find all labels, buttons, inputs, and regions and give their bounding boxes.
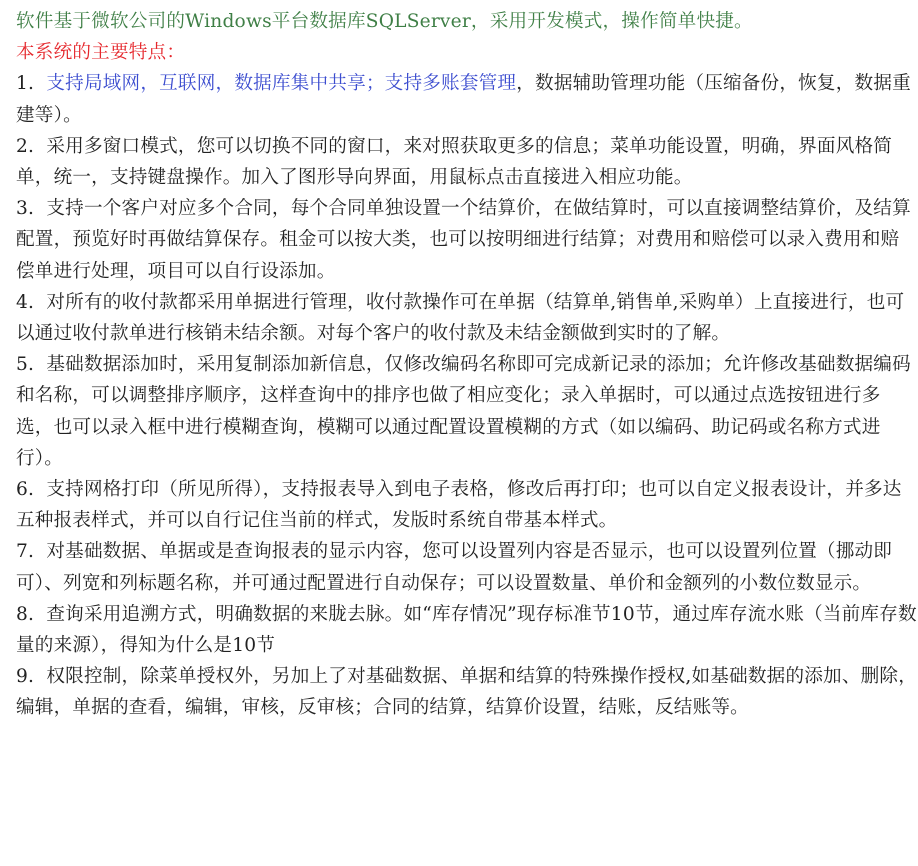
feature-number: 4. [16, 291, 35, 313]
feature-item-1 [16, 68, 918, 130]
feature-item-6 [16, 474, 918, 536]
feature-highlight: 支持局域网，互联网，数据库集中共享；支持多账套管理 [46, 73, 517, 95]
feature-text: 查询采用追溯方式，明确数据的来胧去脉。如“库存情况”现存标准节10节，通过库存流水账（当前库存数量的来源），得知为什么是10节 [16, 603, 917, 657]
feature-item-3 [16, 193, 918, 287]
feature-item-4 [16, 287, 918, 349]
feature-number: 3. [16, 198, 35, 220]
feature-number: 7. [16, 541, 35, 563]
feature-text: 采用多窗口模式，您可以切换不同的窗口，来对照获取更多的信息；菜单功能设置，明确，界面风格简单，统一，支持键盘操作。加入了图形导向界面，用鼠标点击直接进入相应功能。 [16, 135, 893, 189]
feature-item-5 [16, 349, 918, 474]
feature-item-2 [16, 131, 918, 193]
feature-number: 6. [16, 479, 35, 501]
feature-number: 9. [16, 666, 35, 688]
feature-text: 支持一个客户对应多个合同，每个合同单独设置一个结算价，在做结算时，可以直接调整结算价，及结算配置，预览好时再做结算保存。租金可以按大类，也可以按明细进行结算；对费用和赔偿可以录入费用和赔偿单进行处理，项目可以自行设添加。 [16, 198, 911, 282]
feature-text: ，数据辅助管理功能（压缩备份，恢复，数据重建等）。 [16, 73, 911, 126]
feature-text: 对所有的收付款都采用单据进行管理，收付款操作可在单据（结算单,销售单,采购单）上直接进行，也可以通过收付款单进行核销未结余额。对每个客户的收付款及未结金额做到实时的了解。 [16, 291, 905, 345]
feature-item-9 [16, 661, 918, 723]
intro-text: 软件基于微软公司的Windows平台数据库SQLServer，采用开发模式，操作简单快捷。 [16, 11, 753, 32]
feature-text: 支持网格打印（所见所得），支持报表导入到电子表格，修改后再打印；也可以自定义报表设计，并多达五种报表样式，并可以自行记住当前的样式，发版时系统自带基本样式。 [16, 479, 902, 532]
feature-text: 对基础数据、单据或是查询报表的显示内容，您可以设置列内容是否显示，也可以设置列位置（挪动即可）、列宽和列标题名称，并可通过配置进行自动保存；可以设置数量、单价和金额列的小数位数显示。 [16, 541, 893, 594]
feature-item-7 [16, 536, 918, 598]
feature-number: 2. [16, 135, 35, 157]
feature-number: 1. [16, 73, 35, 95]
feature-text: 基础数据添加时，采用复制添加新信息，仅修改编码名称即可完成新记录的添加；允许修改基础数据编码和名称，可以调整排序顺序，这样查询中的排序也做了相应变化；录入单据时，可以通过点选按钮进行多选，也可以录入框中进行模糊查询，模糊可以通过配置设置模糊的方式（如以编码、助记码或名称方式进行）。 [16, 354, 911, 469]
feature-text: 权限控制，除菜单授权外，另加上了对基础数据、单据和结算的特殊操作授权,如基础数据的添加、删除，编辑，单据的查看，编辑，审核，反审核；合同的结算，结算价设置，结账，反结账等。 [16, 666, 917, 719]
feature-number: 5. [16, 354, 35, 376]
feature-item-8 [16, 599, 918, 661]
features-heading: 本系统的主要特点： [16, 42, 186, 64]
feature-number: 8. [16, 603, 35, 625]
document-body [16, 6, 918, 724]
